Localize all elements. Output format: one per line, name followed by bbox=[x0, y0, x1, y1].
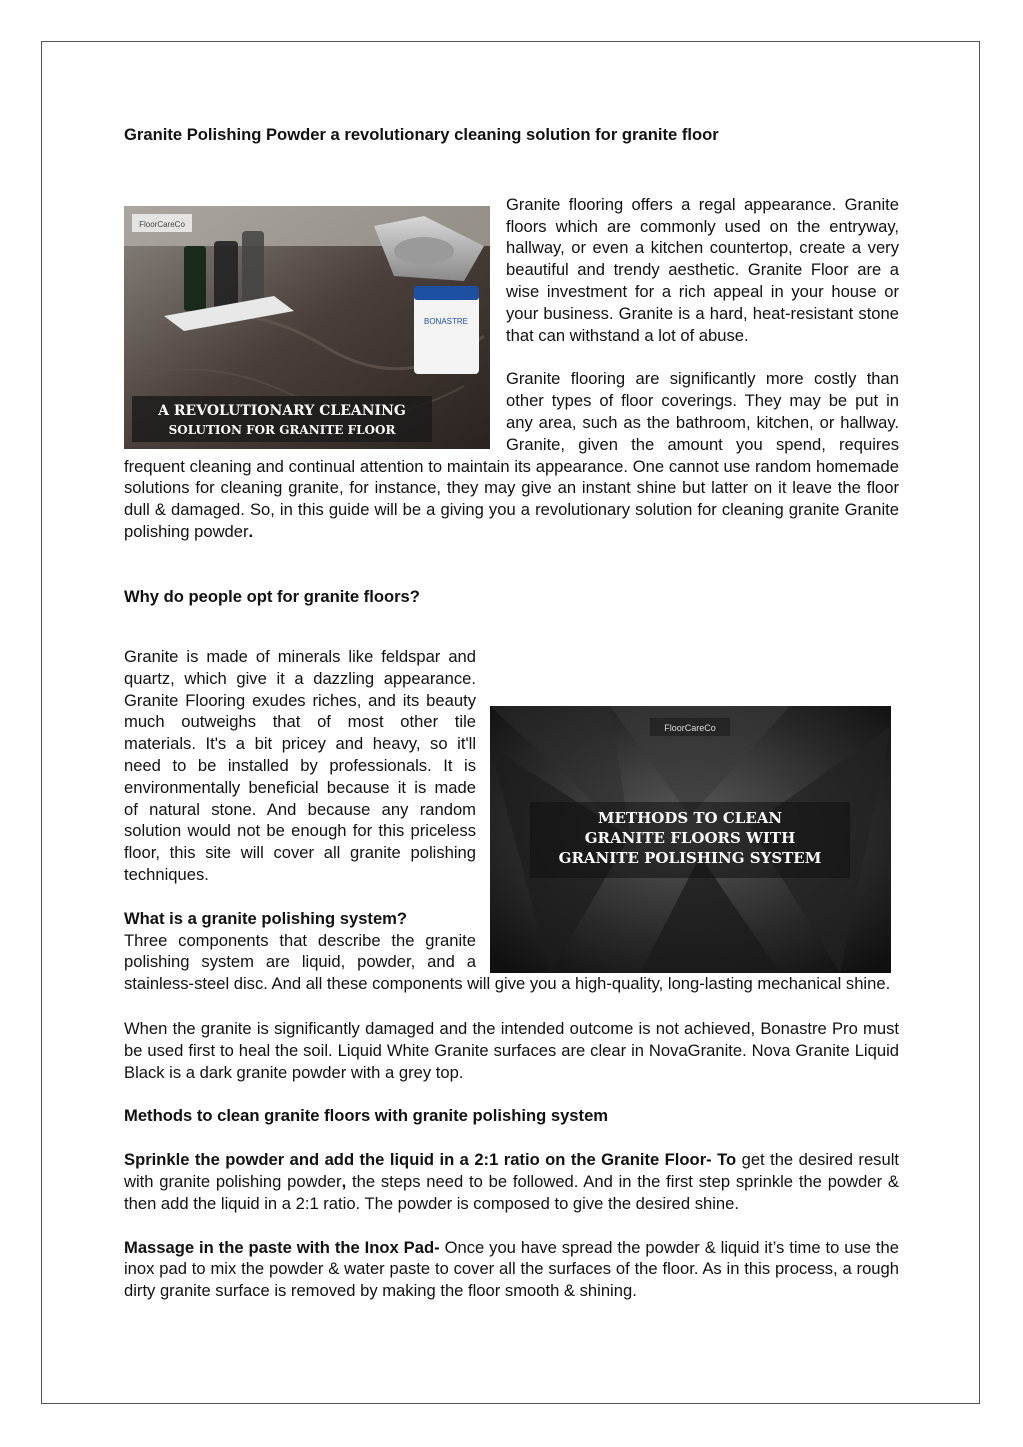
intro-paragraph-2-end: . bbox=[248, 521, 254, 541]
what-is-paragraph: Three components that describe the granite polishing system are liquid, powder, and a stainless-steel disc. And all these components will give you a high-quality, long-lasting mechanical shine. bbox=[124, 930, 891, 994]
damaged-paragraph: When the granite is significantly damaged and the intended outcome is not achieved, Bonastre Pro must be used first to heal the soil. Liquid White Granite surfaces are clear in NovaGranite. Nova Granite Liquid Black is a dark granite powder with a grey top. bbox=[124, 1019, 899, 1082]
floorcareco-logo: FloorCareCo bbox=[139, 219, 185, 229]
banner-line-1: A REVOLUTIONARY CLEANING bbox=[158, 402, 406, 419]
banner-line-1: METHODS TO CLEAN bbox=[597, 809, 783, 827]
document-body bbox=[124, 124, 899, 630]
heading-what-is-system: What is a granite polishing system? bbox=[124, 908, 408, 928]
granite-countertop-illustration bbox=[124, 206, 490, 449]
step-1-paragraph bbox=[124, 1149, 899, 1214]
step-2-text: Once you have spread the powder & liquid it’s time to use the inox pad to mix the powder & water paste to cover all the surfaces of the floor. As in this process, a rough dirty granite surface is removed by making the floor smooth & shining. bbox=[124, 1237, 900, 1301]
banner-line-2: SOLUTION FOR GRANITE FLOOR bbox=[168, 422, 396, 437]
image-float-spacer bbox=[476, 703, 899, 970]
step-2-paragraph bbox=[124, 1237, 899, 1302]
lower-body bbox=[124, 1018, 899, 1302]
floorcareco-logo: FloorCareCo bbox=[664, 723, 716, 733]
heading-why-granite: Why do people opt for granite floors? bbox=[124, 586, 420, 606]
why-section bbox=[124, 646, 899, 995]
step-1-text-b: the steps need to be followed. And in the first step sprinkle the powder & then add the liquid in a 2:1 ratio. The powder is composed to give the desired shine. bbox=[124, 1171, 899, 1213]
step-2-heading: Massage in the paste with the Inox Pad- bbox=[124, 1237, 440, 1257]
banner-line-3: GRANITE POLISHING SYSTEM bbox=[558, 849, 822, 867]
intro-paragraph-1: Granite flooring offers a regal appearance. Granite floors which are commonly used on the entryway, hallway, or even a kitchen countertop, create a very beautiful and trendy aesthetic. Granite Floor are a wise investment for a rich appeal in your house or your business. Granite is a hard, heat-resistant stone that can withstand a lot of abuse. bbox=[506, 194, 899, 345]
why-paragraph-text: Granite is made of minerals like feldspar and quartz, which give it a dazzling appearance. Granite Flooring exudes riches, and its beauty much outweighs that of most other tile materials. It's a bit pricey and heavy, so it'll need to be installed by professionals. It is environmentally beneficial because it is made of natural stone. And because any random solution would not be enough for this priceless floor, this site will cover all granite polishing techniques. bbox=[124, 647, 476, 884]
jar-label: BONASTRE bbox=[423, 316, 469, 326]
page-title: Granite Polishing Powder a revolutionary cleaning solution for granite floor bbox=[124, 125, 719, 144]
step-1-text-a: get the desired result with granite polishing powder bbox=[124, 1150, 900, 1191]
heading-methods: Methods to clean granite floors with granite polishing system bbox=[124, 1106, 609, 1126]
banner-line-2: GRANITE FLOORS WITH bbox=[584, 829, 796, 847]
step-1-heading: Sprinkle the powder and add the liquid in a 2:1 ratio on the Granite Floor- To bbox=[124, 1150, 737, 1170]
granite-cleaning-image bbox=[124, 206, 490, 449]
step-1-comma: , bbox=[341, 1171, 347, 1191]
intro-paragraph-2-text: Granite flooring are significantly more costly than other types of floor coverings. They may be put in any area, such as the bathroom, kitchen, or hallway. Granite, given the amount you spend, requires frequent cleaning and continual attention to maintain its appearance. One cannot use random homemade solutions for cleaning granite, for instance, they may give an instant shine but latter on it leave the floor dull & damaged. So, in this guide will be a giving you a revolutionary solution for cleaning granite Granite polishing powder bbox=[124, 369, 899, 541]
